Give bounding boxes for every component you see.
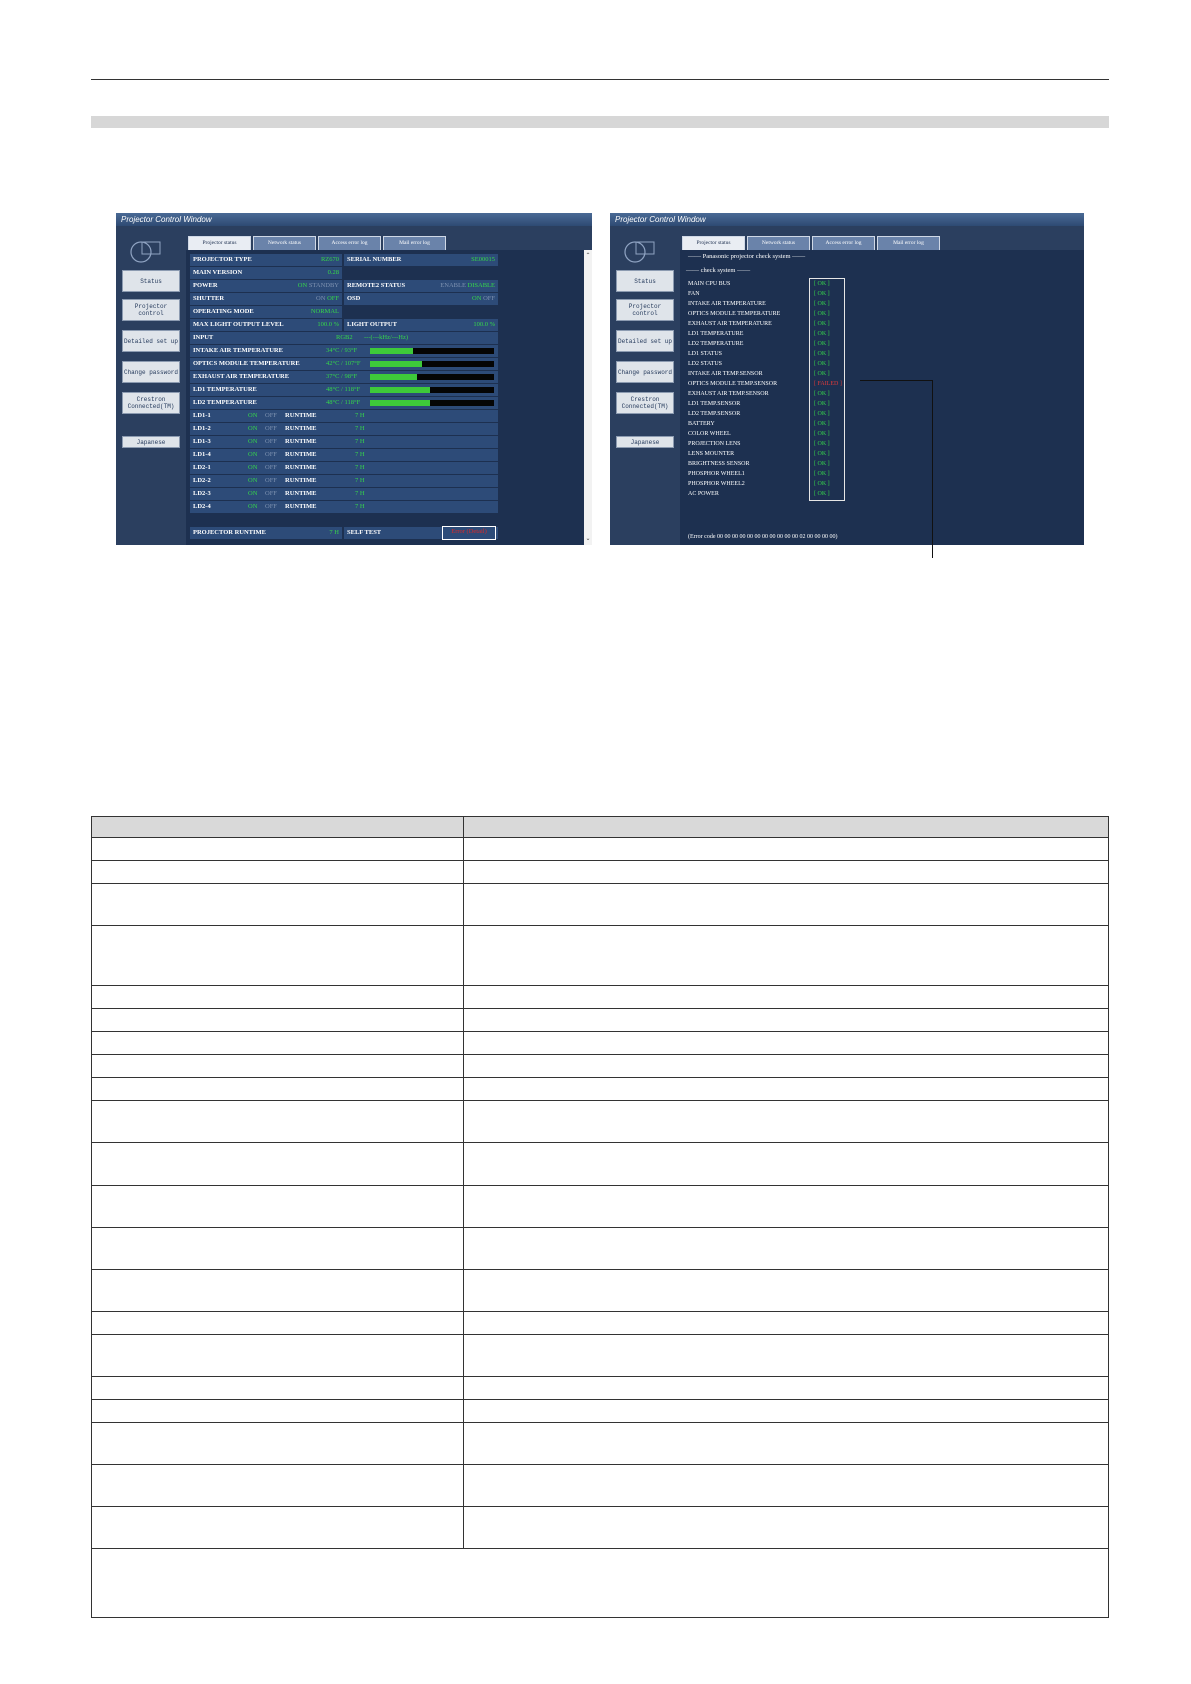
check-item-name: LD1 TEMP.SENSOR bbox=[688, 401, 741, 407]
temperature-row: OPTICS MODULE TEMPERATURE 42°C / 107°F bbox=[190, 358, 500, 370]
check-item-result: [ OK ] bbox=[814, 331, 830, 337]
check-item-name: COLOR WHEEL bbox=[688, 431, 731, 437]
status-content bbox=[186, 250, 592, 545]
temperature-bar-fill bbox=[370, 348, 413, 354]
sidebar-detailed-setup-button[interactable]: Detailed set up bbox=[122, 330, 180, 352]
check-item-name: LD2 STATUS bbox=[688, 361, 723, 367]
check-item-result: [ OK ] bbox=[814, 351, 830, 357]
check-item-name: AC POWER bbox=[688, 491, 719, 497]
tab-bar bbox=[186, 226, 592, 250]
sidebar-japanese-button[interactable]: Japanese bbox=[122, 436, 180, 448]
temperature-bar-fill bbox=[370, 374, 417, 380]
check-item-name: LD2 TEMP.SENSOR bbox=[688, 411, 741, 417]
check-item-result: [ OK ] bbox=[814, 341, 830, 347]
ld-row: LD1-2 ON OFF RUNTIME 7 H bbox=[190, 423, 500, 435]
status-row: MAIN VERSION 0.28 bbox=[190, 267, 500, 279]
check-header: —— Panasonic projector check system —— bbox=[688, 253, 806, 260]
check-item-name: LD2 TEMPERATURE bbox=[688, 341, 744, 347]
tab-mail-error-log[interactable]: Mail error log bbox=[877, 236, 940, 251]
temperature-row: LD2 TEMPERATURE 48°C / 118°F bbox=[190, 397, 500, 409]
sidebar-detailed-setup-button[interactable]: Detailed set up bbox=[616, 330, 674, 352]
check-item-name: EXHAUST AIR TEMPERATURE bbox=[688, 321, 772, 327]
sidebar bbox=[610, 226, 678, 545]
check-item-name: INTAKE AIR TEMP.SENSOR bbox=[688, 371, 763, 377]
check-item-name: BATTERY bbox=[688, 421, 715, 427]
ld-row: LD2-2 ON OFF RUNTIME 7 H bbox=[190, 475, 500, 487]
temperature-bar-fill bbox=[370, 400, 430, 406]
status-row: PROJECTOR TYPE RZ670 SERIAL NUMBER SE00015 bbox=[190, 254, 500, 266]
temperature-bar-fill bbox=[370, 361, 422, 367]
temperature-bar bbox=[370, 387, 494, 393]
window-title: Projector Control Window bbox=[116, 213, 592, 226]
check-item-result: [ OK ] bbox=[814, 321, 830, 327]
check-item-result: [ OK ] bbox=[814, 421, 830, 427]
status-row: PROJECTOR RUNTIME 7 H SELF TEST bbox=[190, 527, 500, 539]
status-row: POWER ON STANDBY REMOTE2 STATUS ENABLE DISABLE bbox=[190, 280, 500, 292]
check-item-result: [ OK ] bbox=[814, 411, 830, 417]
temperature-bar bbox=[370, 348, 494, 354]
status-row: INPUT RGB2 ---(---kHz/---Hz) bbox=[190, 332, 500, 344]
check-item-name: LENS MOUNTER bbox=[688, 451, 735, 457]
tab-access-error-log[interactable]: Access error log bbox=[318, 236, 381, 251]
check-item-result: [ OK ] bbox=[814, 401, 830, 407]
status-row: SHUTTER ON OFF OSD ON OFF bbox=[190, 293, 500, 305]
check-item-result: [ OK ] bbox=[814, 431, 830, 437]
temperature-row: EXHAUST AIR TEMPERATURE 37°C / 98°F bbox=[190, 371, 500, 383]
error-code: (Error code 00 00 00 00 00 00 00 00 00 00 00 02 00 00 00 00) bbox=[688, 534, 838, 540]
temperature-bar bbox=[370, 400, 494, 406]
description-table bbox=[91, 816, 1109, 1618]
check-item-name: BRIGHTNESS SENSOR bbox=[688, 461, 750, 467]
projector-status-window bbox=[116, 213, 592, 545]
check-item-name: PHOSPHOR WHEEL2 bbox=[688, 481, 745, 487]
section-heading-bar bbox=[91, 116, 1109, 128]
scrollbar[interactable] bbox=[584, 250, 592, 545]
tab-projector-status[interactable]: Projector status bbox=[188, 236, 251, 251]
check-item-result: [ OK ] bbox=[814, 441, 830, 447]
top-rule bbox=[91, 79, 1109, 80]
window-title: Projector Control Window bbox=[610, 213, 1084, 226]
sidebar-change-password-button[interactable]: Change password bbox=[122, 361, 180, 383]
check-item-name: PROJECTION LENS bbox=[688, 441, 741, 447]
sidebar-status-button[interactable]: Status bbox=[122, 270, 180, 292]
check-item-result: [ OK ] bbox=[814, 371, 830, 377]
check-item-result: [ OK ] bbox=[814, 281, 830, 287]
temperature-row: LD1 TEMPERATURE 48°C / 118°F bbox=[190, 384, 500, 396]
check-item-name: MAIN CPU BUS bbox=[688, 281, 731, 287]
scroll-up-icon[interactable]: ⌃ bbox=[585, 253, 591, 259]
check-system-content bbox=[680, 250, 1084, 545]
sidebar-crestron-button[interactable]: Crestron Connected(TM) bbox=[122, 392, 180, 414]
tab-network-status[interactable]: Network status bbox=[747, 236, 810, 251]
check-item-name: LD1 STATUS bbox=[688, 351, 723, 357]
temperature-bar bbox=[370, 374, 494, 380]
tab-network-status[interactable]: Network status bbox=[253, 236, 316, 251]
status-row: MAX LIGHT OUTPUT LEVEL 100.0 % LIGHT OUTPUT 100.0 % bbox=[190, 319, 500, 331]
check-item-result: [ OK ] bbox=[814, 301, 830, 307]
check-item-result: [ OK ] bbox=[814, 481, 830, 487]
check-item-name: OPTICS MODULE TEMPERATURE bbox=[688, 311, 781, 317]
temperature-bar-fill bbox=[370, 387, 430, 393]
tab-mail-error-log[interactable]: Mail error log bbox=[383, 236, 446, 251]
sidebar-status-button[interactable]: Status bbox=[616, 270, 674, 292]
self-test-error-link[interactable]: Error (Detail) bbox=[442, 526, 496, 540]
check-item-result: [ OK ] bbox=[814, 291, 830, 297]
check-item-result: [ OK ] bbox=[814, 311, 830, 317]
check-item-name: LD1 TEMPERATURE bbox=[688, 331, 744, 337]
ld-row: LD1-4 ON OFF RUNTIME 7 H bbox=[190, 449, 500, 461]
check-item-result: [ OK ] bbox=[814, 361, 830, 367]
check-item-result: [ OK ] bbox=[814, 451, 830, 457]
check-subheader: —— check system —— bbox=[686, 267, 751, 274]
sidebar bbox=[116, 226, 184, 545]
tab-bar bbox=[680, 226, 1084, 250]
check-item-result: [ OK ] bbox=[814, 391, 830, 397]
check-item-result: [ FAILED ] bbox=[814, 381, 842, 387]
check-item-name: FAN bbox=[688, 291, 700, 297]
ld-row: LD2-1 ON OFF RUNTIME 7 H bbox=[190, 462, 500, 474]
temperature-bar bbox=[370, 361, 494, 367]
sidebar-projector-control-button[interactable]: Projector control bbox=[616, 299, 674, 321]
projector-logo-icon bbox=[128, 238, 162, 264]
status-row: OPERATING MODE NORMAL bbox=[190, 306, 500, 318]
tab-access-error-log[interactable]: Access error log bbox=[812, 236, 875, 251]
callout-line bbox=[932, 380, 933, 558]
projector-logo-icon bbox=[622, 238, 656, 264]
table-border bbox=[91, 816, 1109, 1618]
ld-row: LD2-4 ON OFF RUNTIME 7 H bbox=[190, 501, 500, 513]
sidebar-projector-control-button[interactable]: Projector control bbox=[122, 299, 180, 321]
tab-projector-status[interactable]: Projector status bbox=[682, 236, 745, 251]
check-item-name: OPTICS MODULE TEMP.SENSOR bbox=[688, 381, 778, 387]
check-item-name: INTAKE AIR TEMPERATURE bbox=[688, 301, 766, 307]
ld-row: LD2-3 ON OFF RUNTIME 7 H bbox=[190, 488, 500, 500]
ld-row: LD1-1 ON OFF RUNTIME 7 H bbox=[190, 410, 500, 422]
check-item-result: [ OK ] bbox=[814, 491, 830, 497]
sidebar-crestron-button[interactable]: Crestron Connected(TM) bbox=[616, 392, 674, 414]
check-item-result: [ OK ] bbox=[814, 461, 830, 467]
sidebar-change-password-button[interactable]: Change password bbox=[616, 361, 674, 383]
temperature-row: INTAKE AIR TEMPERATURE 34°C / 93°F bbox=[190, 345, 500, 357]
check-item-name: PHOSPHOR WHEEL1 bbox=[688, 471, 745, 477]
self-test-window bbox=[610, 213, 1084, 545]
scroll-down-icon[interactable]: ⌄ bbox=[585, 536, 591, 542]
ld-row: LD1-3 ON OFF RUNTIME 7 H bbox=[190, 436, 500, 448]
check-item-name: EXHAUST AIR TEMP.SENSOR bbox=[688, 391, 769, 397]
callout-line bbox=[860, 380, 932, 381]
check-item-result: [ OK ] bbox=[814, 471, 830, 477]
sidebar-japanese-button[interactable]: Japanese bbox=[616, 436, 674, 448]
